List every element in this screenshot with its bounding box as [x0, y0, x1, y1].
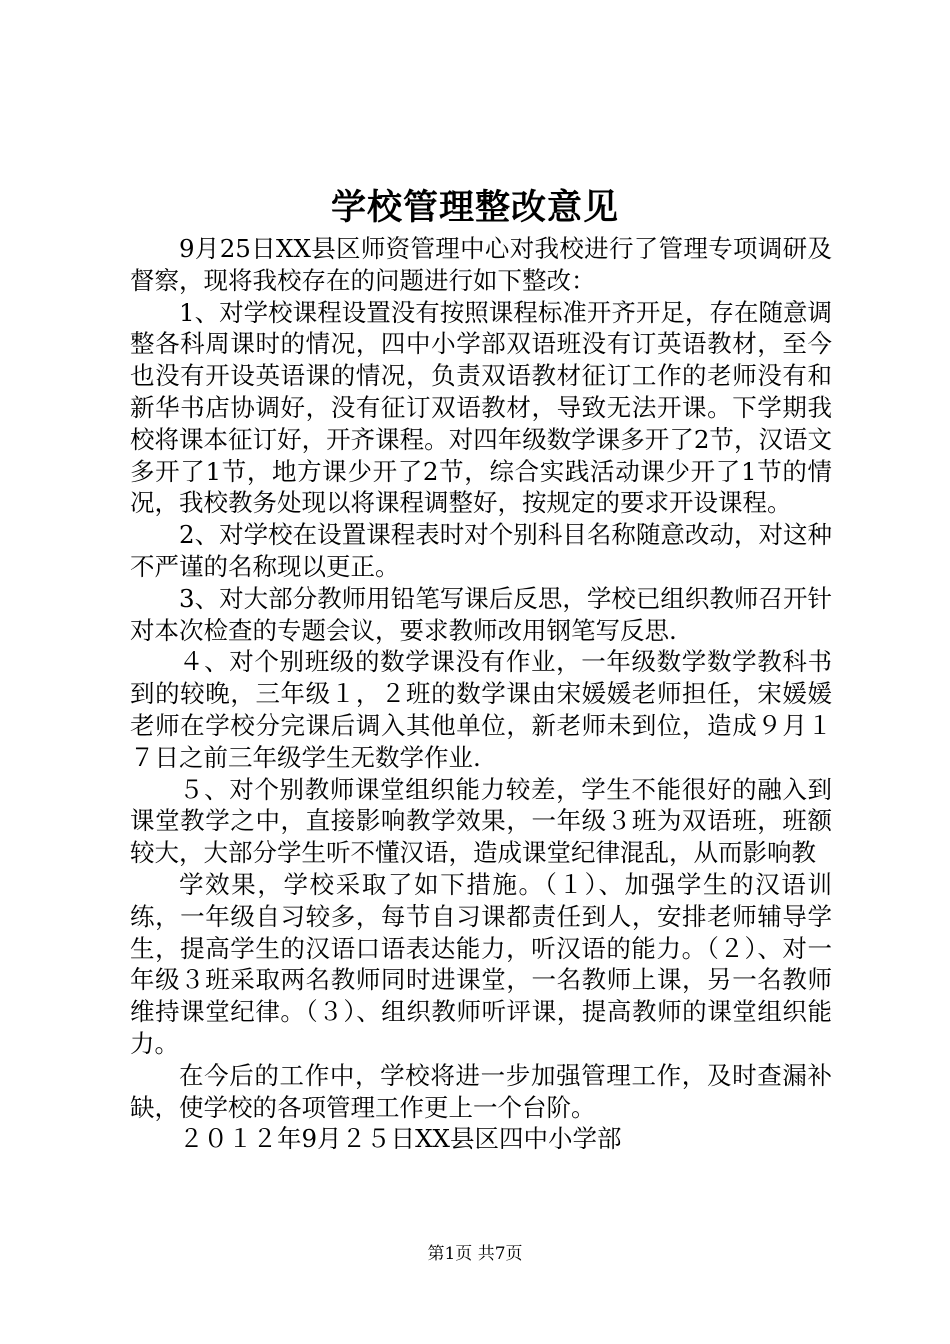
- page-number: 第1页 共7页: [427, 1244, 523, 1264]
- item-1-paragraph: 1、对学校课程设置没有按照课程标准开齐开足，存在随意调整各科周课时的情况，四中小学部双语班没有订英语教材，至今也没有开设英语课的情况，负责双语教材征订工作的老师没有和新华书店协调好，没有征订双语教材，导致无法开课。下学期我校将课本征订好，开齐课程。对四年级数学课多开了2节，汉语文多开了1节，地方课少开了2节，综合实践活动课少开了1节的情况，我校教务处现以将课程调整好，按规定的要求开设课程。: [130, 297, 832, 518]
- intro-paragraph: 9月25日XX县区师资管理中心对我校进行了管理专项调研及督察，现将我校存在的问题进行如下整改：: [130, 234, 832, 295]
- item-3-paragraph: 3、对大部分教师用铅笔写课后反思，学校已组织教师召开针对本次检查的专题会议，要求教师改用钢笔写反思.: [130, 583, 832, 645]
- measures-paragraph: 学效果，学校采取了如下措施。（１）、加强学生的汉语训练，一年级自习较多，每节自习课都责任到人，安排老师辅导学生，提高学生的汉语口语表达能力，听汉语的能力。（２）、对一年级３班采取两名教师同时进课堂，一名教师上课，另一名教师维持课堂纪律。（３）、组织教师听评课，提高教师的课堂组织能力。: [130, 869, 832, 1058]
- item-4-paragraph: ４、对个别班级的数学课没有作业，一年级数学数学教科书到的较晚，三年级１，２班的数学课由宋媛媛老师担任，宋媛媛老师在学校分完课后调入其他单位，新老师未到位，造成９月１７日之前三年级学生无数学作业.: [130, 647, 832, 772]
- document-title: 学校管理整改意见: [330, 187, 619, 228]
- item-5-paragraph: ５、对个别教师课堂组织能力较差，学生不能很好的融入到课堂教学之中，直接影响教学效果，一年级３班为双语班，班额较大，大部分学生听不懂汉语，造成课堂纪律混乱，从而影响教: [130, 774, 832, 868]
- item-2-paragraph: 2、对学校在设置课程表时对个别科目名称随意改动，对这种不严谨的名称现以更正。: [130, 520, 832, 581]
- signature-date-paragraph: ２０１２年9月２５日XX县区四中小学部: [179, 1124, 622, 1154]
- document-body: [130, 233, 832, 1155]
- closing-paragraph: 在今后的工作中，学校将进一步加强管理工作，及时查漏补缺，使学校的各项管理工作更上一个台阶。: [130, 1060, 832, 1122]
